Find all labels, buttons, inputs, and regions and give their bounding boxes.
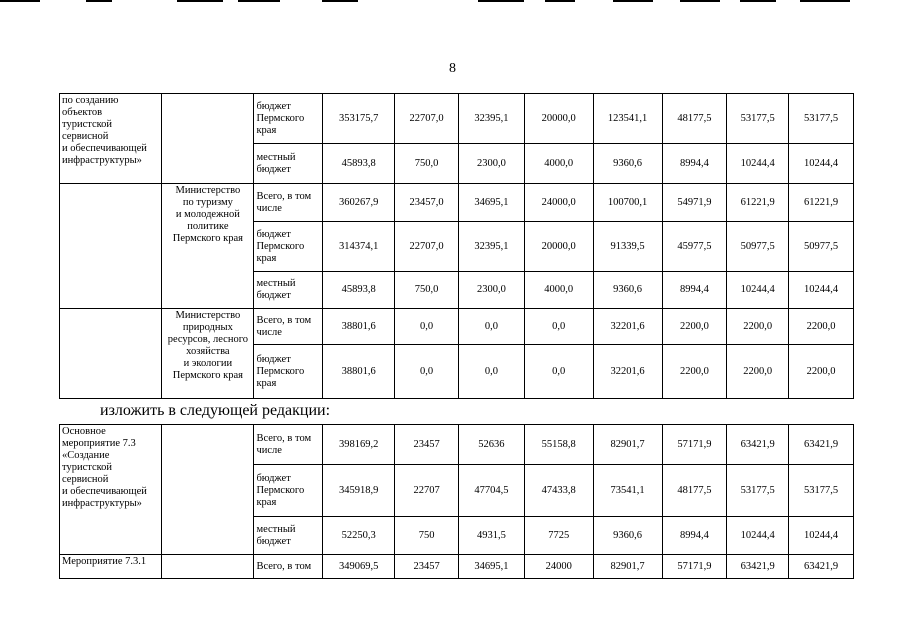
value-cell: 53177,5 xyxy=(727,465,789,517)
value-cell: 61221,9 xyxy=(789,184,854,222)
funding-source-cell: местный бюджет xyxy=(254,272,323,309)
value-cell: 4931,5 xyxy=(458,517,524,555)
value-cell: 23457 xyxy=(395,555,459,579)
value-cell: 32201,6 xyxy=(593,309,662,345)
value-cell: 7725 xyxy=(524,517,593,555)
value-cell: 57171,9 xyxy=(662,555,727,579)
value-cell: 10244,4 xyxy=(727,517,789,555)
value-cell: 55158,8 xyxy=(524,425,593,465)
table-row xyxy=(60,94,854,144)
value-cell: 53177,5 xyxy=(789,465,854,517)
value-cell: 0,0 xyxy=(524,309,593,345)
value-cell: 45893,8 xyxy=(323,144,395,184)
value-cell: 24000,0 xyxy=(524,184,593,222)
value-cell: 20000,0 xyxy=(524,222,593,272)
value-cell: 0,0 xyxy=(458,345,524,399)
value-cell: 360267,9 xyxy=(323,184,395,222)
table-row xyxy=(60,184,854,222)
value-cell: 47704,5 xyxy=(458,465,524,517)
value-cell: 48177,5 xyxy=(662,465,727,517)
value-cell: 34695,1 xyxy=(458,184,524,222)
funding-source-cell: Всего, в том числе xyxy=(254,309,323,345)
value-cell: 100700,1 xyxy=(593,184,662,222)
value-cell: 53177,5 xyxy=(789,94,854,144)
value-cell: 20000,0 xyxy=(524,94,593,144)
table-row xyxy=(60,425,854,465)
funding-source-cell: Всего, в том числе xyxy=(254,425,323,465)
value-cell: 10244,4 xyxy=(789,144,854,184)
value-cell: 32395,1 xyxy=(458,94,524,144)
value-cell: 123541,1 xyxy=(593,94,662,144)
executor-cell xyxy=(162,555,254,579)
measure-name-cell xyxy=(60,184,162,309)
funding-source-cell: Всего, в том числе xyxy=(254,184,323,222)
value-cell: 398169,2 xyxy=(323,425,395,465)
value-cell: 32395,1 xyxy=(458,222,524,272)
value-cell: 2200,0 xyxy=(727,345,789,399)
value-cell: 22707,0 xyxy=(395,94,459,144)
measure-name-cell xyxy=(60,309,162,399)
value-cell: 2200,0 xyxy=(662,345,727,399)
funding-source-cell: бюджет Пермского края xyxy=(254,465,323,517)
value-cell: 10244,4 xyxy=(789,517,854,555)
value-cell: 10244,4 xyxy=(789,272,854,309)
value-cell: 8994,4 xyxy=(662,144,727,184)
value-cell: 0,0 xyxy=(458,309,524,345)
value-cell: 2200,0 xyxy=(789,309,854,345)
value-cell: 82901,7 xyxy=(593,555,662,579)
value-cell: 48177,5 xyxy=(662,94,727,144)
value-cell: 63421,9 xyxy=(727,555,789,579)
value-cell: 73541,1 xyxy=(593,465,662,517)
value-cell: 50977,5 xyxy=(789,222,854,272)
funding-source-cell: Всего, в том xyxy=(254,555,323,579)
value-cell: 22707 xyxy=(395,465,459,517)
executor-cell: Министерство природных ресурсов, лесного хозяйства и экологии Пермского края xyxy=(162,309,254,399)
value-cell: 82901,7 xyxy=(593,425,662,465)
page-number: 8 xyxy=(449,61,456,76)
value-cell: 91339,5 xyxy=(593,222,662,272)
value-cell: 24000 xyxy=(524,555,593,579)
funding-source-cell: местный бюджет xyxy=(254,144,323,184)
value-cell: 750,0 xyxy=(395,272,459,309)
value-cell: 9360,6 xyxy=(593,272,662,309)
measure-name-cell: Основное мероприятие 7.3 «Создание туристской сервисной и обеспечивающей инфраструктуры» xyxy=(60,425,162,555)
value-cell: 0,0 xyxy=(395,345,459,399)
budget-table-current xyxy=(59,93,854,399)
value-cell: 47433,8 xyxy=(524,465,593,517)
value-cell: 8994,4 xyxy=(662,272,727,309)
value-cell: 45893,8 xyxy=(323,272,395,309)
funding-source-cell: бюджет Пермского края xyxy=(254,222,323,272)
value-cell: 750 xyxy=(395,517,459,555)
value-cell: 63421,9 xyxy=(789,555,854,579)
value-cell: 8994,4 xyxy=(662,517,727,555)
executor-cell: Министерство по туризму и молодежной политике Пермского края xyxy=(162,184,254,309)
value-cell: 23457 xyxy=(395,425,459,465)
value-cell: 353175,7 xyxy=(323,94,395,144)
value-cell: 314374,1 xyxy=(323,222,395,272)
value-cell: 345918,9 xyxy=(323,465,395,517)
table-row xyxy=(60,555,854,579)
value-cell: 52250,3 xyxy=(323,517,395,555)
executor-cell xyxy=(162,425,254,555)
value-cell: 50977,5 xyxy=(727,222,789,272)
value-cell: 38801,6 xyxy=(323,309,395,345)
value-cell: 22707,0 xyxy=(395,222,459,272)
scan-edge-marks xyxy=(0,0,905,2)
value-cell: 45977,5 xyxy=(662,222,727,272)
value-cell: 23457,0 xyxy=(395,184,459,222)
value-cell: 4000,0 xyxy=(524,144,593,184)
value-cell: 750,0 xyxy=(395,144,459,184)
value-cell: 10244,4 xyxy=(727,272,789,309)
measure-name-cell: Мероприятие 7.3.1 xyxy=(60,555,162,579)
value-cell: 38801,6 xyxy=(323,345,395,399)
value-cell: 9360,6 xyxy=(593,517,662,555)
value-cell: 2300,0 xyxy=(458,144,524,184)
section-heading: изложить в следующей редакции: xyxy=(100,402,331,419)
funding-source-cell: бюджет Пермского края xyxy=(254,345,323,399)
table-row xyxy=(60,309,854,345)
value-cell: 9360,6 xyxy=(593,144,662,184)
value-cell: 0,0 xyxy=(395,309,459,345)
value-cell: 54971,9 xyxy=(662,184,727,222)
value-cell: 2200,0 xyxy=(727,309,789,345)
value-cell: 0,0 xyxy=(524,345,593,399)
value-cell: 32201,6 xyxy=(593,345,662,399)
value-cell: 34695,1 xyxy=(458,555,524,579)
value-cell: 2200,0 xyxy=(789,345,854,399)
funding-source-cell: местный бюджет xyxy=(254,517,323,555)
value-cell: 2300,0 xyxy=(458,272,524,309)
value-cell: 57171,9 xyxy=(662,425,727,465)
value-cell: 61221,9 xyxy=(727,184,789,222)
value-cell: 10244,4 xyxy=(727,144,789,184)
value-cell: 4000,0 xyxy=(524,272,593,309)
value-cell: 349069,5 xyxy=(323,555,395,579)
value-cell: 52636 xyxy=(458,425,524,465)
measure-name-cell: по созданию объектов туристской сервисной и обеспечивающей инфраструктуры» xyxy=(60,94,162,184)
value-cell: 63421,9 xyxy=(727,425,789,465)
value-cell: 63421,9 xyxy=(789,425,854,465)
value-cell: 2200,0 xyxy=(662,309,727,345)
executor-cell xyxy=(162,94,254,184)
funding-source-cell: бюджет Пермского края xyxy=(254,94,323,144)
value-cell: 53177,5 xyxy=(727,94,789,144)
budget-table-new xyxy=(59,424,854,579)
